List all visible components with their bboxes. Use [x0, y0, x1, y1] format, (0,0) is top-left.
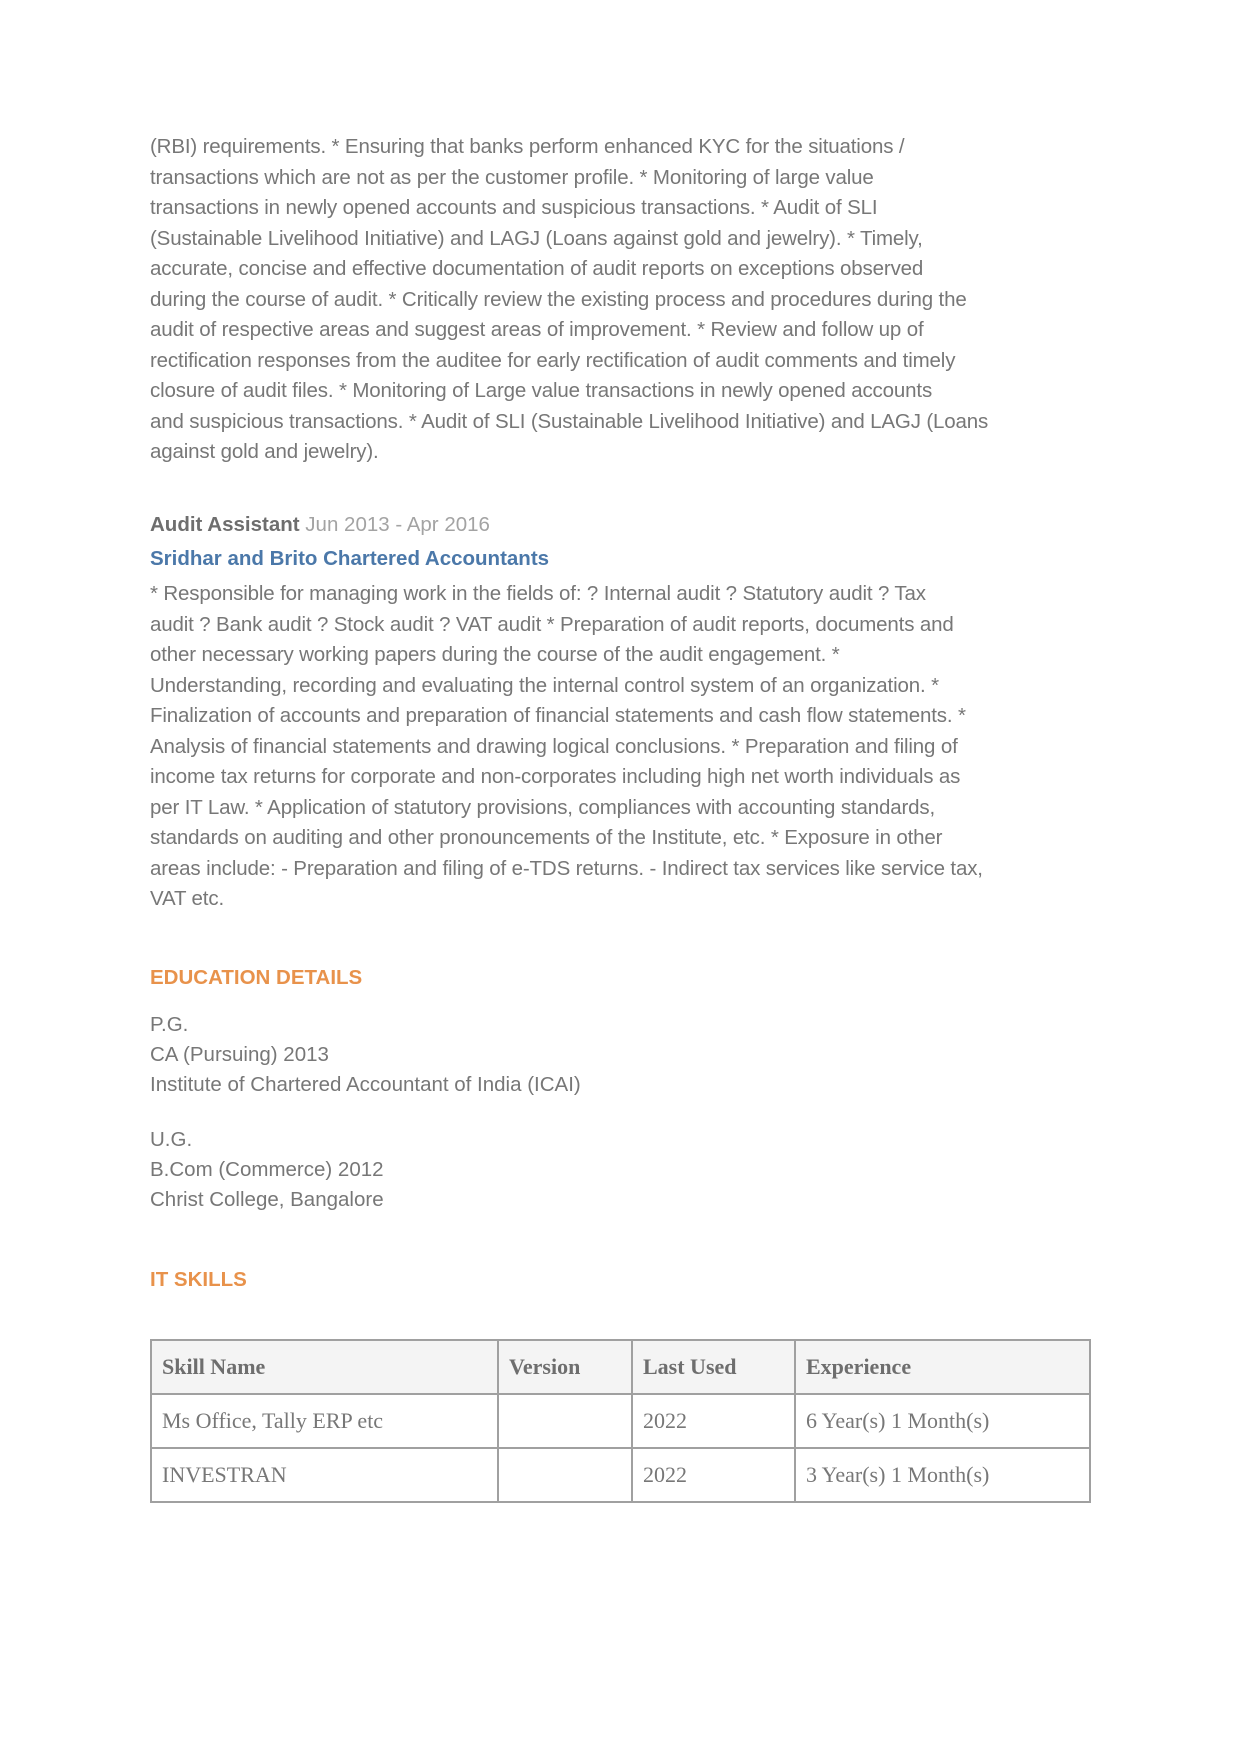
table-row: [151, 1394, 1090, 1448]
job-description: [150, 579, 983, 915]
text-line: standards on auditing and other pronouncements of the Institute, etc. * Exposure in other: [150, 826, 943, 849]
table-row: [151, 1448, 1090, 1502]
text-line: income tax returns for corporate and non-corporates including high net worth individuals as: [150, 765, 961, 788]
text-line: Finalization of accounts and preparation of financial statements and cash flow statements. *: [150, 704, 966, 727]
column-header-version: Version: [498, 1340, 632, 1394]
job-dates: Jun 2013 - Apr 2016: [305, 513, 490, 536]
text-line: audit of respective areas and suggest areas of improvement. * Review and follow up of: [150, 318, 924, 341]
cell-last-used: 2022: [632, 1448, 795, 1502]
cell-version: [498, 1448, 632, 1502]
cell-skill-name: Ms Office, Tally ERP etc: [151, 1394, 498, 1448]
text-line: other necessary working papers during the course of the audit engagement. *: [150, 643, 840, 666]
table-header-row: [151, 1340, 1090, 1394]
education-level: P.G.: [150, 1013, 189, 1036]
cell-skill-name: INVESTRAN: [151, 1448, 498, 1502]
text-line: * Responsible for managing work in the fields of: ? Internal audit ? Statutory audit ? Tax: [150, 582, 926, 605]
text-line: Analysis of financial statements and drawing logical conclusions. * Preparation and filing of: [150, 734, 958, 758]
text-line: (RBI) requirements. * Ensuring that banks perform enhanced KYC for the situations /: [150, 135, 905, 158]
text-line: rectification responses from the auditee for early rectification of audit comments and timely: [150, 348, 956, 372]
text-line: (Sustainable Livelihood Initiative) and LAGJ (Loans against gold and jewelry). * Timely,: [150, 226, 923, 250]
text-line: transactions in newly opened accounts and suspicious transactions. * Audit of SLI: [150, 196, 878, 219]
text-line: per IT Law. * Application of statutory provisions, compliances with accounting standards,: [150, 795, 936, 819]
text-line: Understanding, recording and evaluating the internal control system of an organization. *: [150, 673, 939, 697]
cell-experience: 6 Year(s) 1 Month(s): [795, 1394, 1090, 1448]
job-title-line: [150, 510, 490, 540]
education-level: U.G.: [150, 1128, 193, 1151]
column-header-experience: Experience: [795, 1340, 1090, 1394]
column-header-last-used: Last Used: [632, 1340, 795, 1394]
text-line: VAT etc.: [150, 887, 224, 910]
column-header-skill-name: Skill Name: [151, 1340, 498, 1394]
text-line: transactions which are not as per the customer profile. * Monitoring of large value: [150, 165, 874, 189]
text-line: closure of audit files. * Monitoring of Large value transactions in newly opened accounts: [150, 379, 933, 402]
text-line: and suspicious transactions. * Audit of SLI (Sustainable Livelihood Initiative) and LAGJ (Loans: [150, 409, 989, 433]
experience-description-continued: [150, 132, 988, 468]
education-institution: Christ College, Bangalore: [150, 1188, 384, 1211]
education-degree: B.Com (Commerce) 2012: [150, 1158, 384, 1181]
cell-last-used: 2022: [632, 1394, 795, 1448]
education-degree: CA (Pursuing) 2013: [150, 1043, 329, 1066]
job-company: Sridhar and Brito Chartered Accountants: [150, 547, 550, 570]
education-institution: Institute of Chartered Accountant of India (ICAI): [150, 1073, 581, 1096]
cell-version: [498, 1394, 632, 1448]
text-line: accurate, concise and effective documentation of audit reports on exceptions observed: [150, 257, 924, 280]
cell-experience: 3 Year(s) 1 Month(s): [795, 1448, 1090, 1502]
text-line: audit ? Bank audit ? Stock audit ? VAT audit * Preparation of audit reports, documents and: [150, 612, 954, 636]
it-skills-heading: IT SKILLS: [150, 1268, 247, 1291]
text-line: areas include: - Preparation and filing of e-TDS returns. - Indirect tax services like service tax,: [150, 856, 983, 880]
job-role: Audit Assistant: [150, 513, 300, 536]
text-line: during the course of audit. * Critically review the existing process and procedures during the: [150, 287, 967, 311]
education-heading: EDUCATION DETAILS: [150, 966, 363, 989]
it-skills-table: [150, 1339, 1091, 1503]
text-line: against gold and jewelry).: [150, 440, 379, 463]
